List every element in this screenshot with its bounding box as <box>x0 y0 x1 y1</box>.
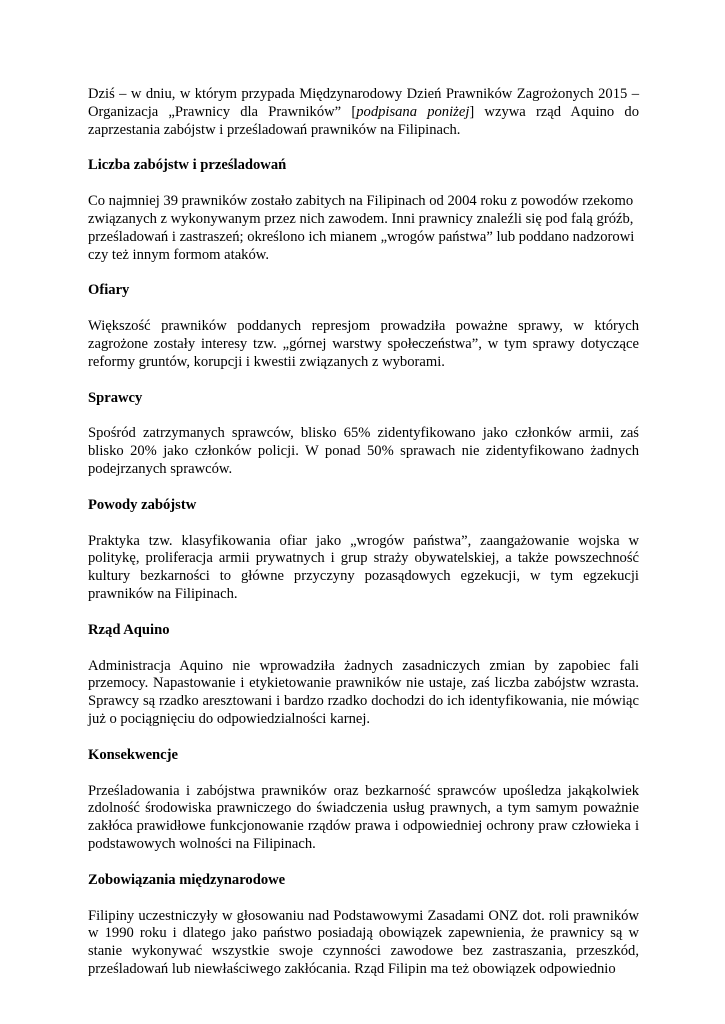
document-page <box>88 86 639 997</box>
intro-text-italic: podpisana poniżej <box>356 103 470 120</box>
section-heading-victims: Ofiary <box>88 282 130 299</box>
section-body-aquino-government: Administracja Aquino nie wprowadziła żadnych zasadniczych zmian by zapobiec fali przemocy. Napastowanie i etykietowanie prawników nie ustaje, zaś liczba zabójstw wzrasta. Sprawcy są rzadko aresztowani i bardzo rzadko dochodzi do ich identyfikowania, nie mówiąc już o pociągnięciu do odpowiedzialności karnej. <box>88 657 639 727</box>
section-heading-causes: Powody zabójstw <box>88 496 197 513</box>
section-body-killings: Co najmniej 39 prawników zostało zabitych na Filipinach od 2004 roku z powodów rzekomo związanych z wykonywanym przez nich zawodem. Inni prawnicy znaleźli się pod falą gróźb, prześladowań i zastraszeń; określono ich mianem „wrogów państwa” lub poddano nadzorowi czy też innym formom ataków. <box>88 193 635 263</box>
section-heading-aquino-government: Rząd Aquino <box>88 621 170 638</box>
intro-paragraph <box>88 86 639 139</box>
section-heading-consequences: Konsekwencje <box>88 746 178 763</box>
section-heading-international-obligations: Zobowiązania międzynarodowe <box>88 871 286 888</box>
section-body-victims: Większość prawników poddanych represjom prowadziła poważne sprawy, w których zagrożone zostały interesy tzw. „górnej warstwy społeczeństwa”, w tym sprawy dotyczące reformy gruntów, korupcji i kwestii związanych z wyborami. <box>88 318 639 370</box>
section-body-perpetrators: Spośród zatrzymanych sprawców, blisko 65% zidentyfikowano jako członków armii, zaś blisko 20% jako członków policji. W ponad 50% sprawach nie zidentyfikowano żadnych podejrzanych sprawców. <box>88 425 639 477</box>
intro-text-end: ] wzywa rząd Aquino do zaprzestania zabójstw i prześladowań prawników na Filipinach. <box>88 103 639 138</box>
section-body-consequences: Prześladowania i zabójstwa prawników oraz bezkarność sprawców upośledza jakąkolwiek zdolność środowiska prawniczego do świadczenia usług prawnych, a tym samym poważnie zakłóca prawidłowe funkcjonowanie rządów prawa i odpowiedniej ochrony praw człowieka i podstawowych wolności na Filipinach. <box>88 782 639 852</box>
section-heading-perpetrators: Sprawcy <box>88 389 143 406</box>
section-body-international-obligations: Filipiny uczestniczyły w głosowaniu nad Podstawowymi Zasadami ONZ dot. roli prawników w 1990 roku i dlatego jako państwo posiadają obowiązek zapewnienia, że prawnicy są w stanie wykonywać wszystkie swoje czynności zawodowe bez zastraszania, przeszkód, prześladowań lub niewłaściwego zakłócania. Rząd Filipin ma też obowiązek odpowiednio <box>88 907 639 977</box>
section-heading-killings: Liczba zabójstw i prześladowań <box>88 157 287 174</box>
section-body-causes: Praktyka tzw. klasyfikowania ofiar jako „wrogów państwa”, zaangażowanie wojska w politykę, proliferacja armii prywatnych i grup straży obywatelskiej, a także powszechność kultury bezkarności to główne przyczyny pozasądowych egzekucji, w tym egzekucji prawników na Filipinach. <box>88 532 639 602</box>
intro-text-start: Dziś – w dniu, w którym przypada Międzynarodowy Dzień Prawników Zagrożonych 2015 – Organizacja „Prawnicy dla Prawników” [ <box>88 86 639 120</box>
